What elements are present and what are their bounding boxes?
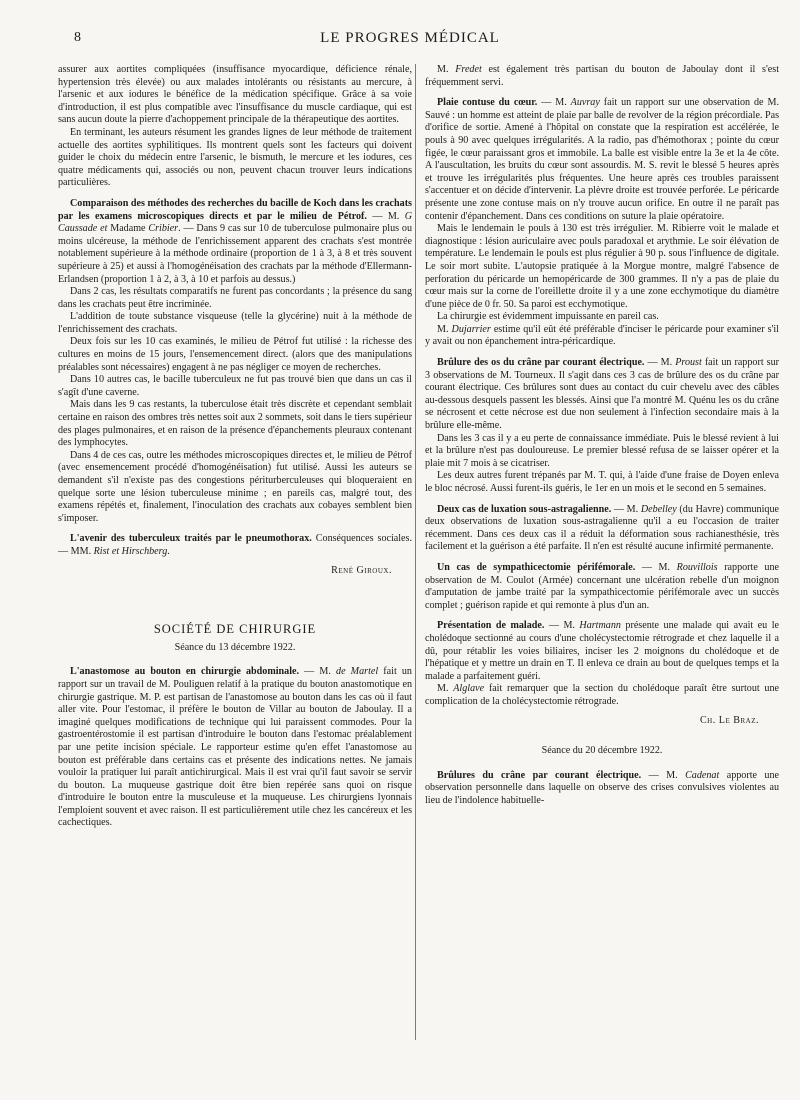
article-text: présente une malade qui avait eu le cholédoque sectionné au cours d'une cholécystectomie rétrograde et chez laquelle il a dû, pour rétablir les voies biliaires, inciser les 2 moignons du cholédoque et de l'hépatique et y mettre un drain en T. Il enleva ce drain au bout de quelques temps et la malade a parfaitement guéri.	[425, 620, 779, 682]
dash-text: — M.	[644, 357, 676, 369]
article-title: Comparaison des méthodes des recherches du bacille de Koch dans les crachats par les examens microscopiques directs et par le milieu de Pétrof.	[58, 197, 412, 222]
text-span: M.	[437, 323, 452, 335]
article-title: Présentation de malade.	[437, 620, 545, 632]
article-title: Brûlure des os du crâne par courant électrique.	[437, 357, 645, 369]
article-title: L'avenir des tuberculeux traités par le pneumothorax.	[70, 533, 312, 545]
article-title: L'anastomose au bouton en chirurgie abdominale.	[70, 666, 299, 678]
paragraph	[425, 64, 779, 89]
paragraph: Dans 10 autres cas, le bacille tuberculeux ne fut pas trouvé bien que dans un cas il s'agît d'une caverne.	[58, 374, 412, 398]
article-caussade	[58, 198, 412, 286]
page-header	[60, 30, 760, 52]
text-span: fait remarquer que la section du cholédoque paraît être surtout une complication de la cholécystectomie rétrograde.	[425, 683, 779, 707]
article-text: apporte une observation personnelle dans laquelle on observe des crises convulsives violentes au lieu de l'indolence habituelle-	[425, 769, 779, 806]
article-martel	[58, 666, 412, 830]
author-name: Cribier	[148, 223, 179, 235]
dash-text: — M.	[537, 97, 571, 109]
article-title: Deux cas de luxation sous-astragalienne.	[437, 503, 612, 515]
paragraph	[425, 324, 779, 349]
author-name: Hartmann	[579, 620, 621, 632]
author-name: Debelley	[640, 503, 677, 515]
author-name: Dujarrier	[451, 323, 491, 335]
author-name: Proust	[675, 357, 702, 369]
article-title: Un cas de sympathicectomie périfémorale.	[437, 561, 636, 573]
author-name: Alglave	[453, 683, 485, 695]
paragraph: Deux fois sur les 10 cas examinés, le milieu de Pétrof fut utilisé : la richesse des cultures en moins de 15 jours, l'ensemencement direct. (alors que des manipulations préalables sont nécessaires) engagent à ne pas négliger ce moyen de recherches.	[58, 336, 412, 373]
left-column	[58, 64, 412, 1060]
author-name: Fredet	[455, 64, 482, 75]
article-debelley	[425, 504, 779, 554]
text-span: estime qu'il eût été préférable d'inciser le péricarde pour examiner s'il y avait ou non épanchement intra-péricardique.	[425, 323, 779, 348]
article-rouvillois	[425, 562, 779, 612]
signature: Ch. Le Braz.	[699, 714, 759, 726]
article-title: Brûlures du crâne par courant électrique.	[437, 769, 642, 781]
page-number: 8	[74, 30, 81, 45]
dash-text: — M.	[299, 666, 337, 678]
article-text: fait un rapport sur une observation de M. Sauvé : un homme est atteint de plaie par balle de revolver de la région précordiale. Pas d'orifice de sortie. Amené à l'hôpital on constate que la respiration est accélérée, le pouls à 90 avec quelques irrégularités. A la radio, pas d'hémothorax ; pointe du cœur figée, le cœur paraissant gros et immobile. La balle est visible entre la 3e et la 4e côte. A l'auscultation, les bruits du cœur sont assourdis. M. S. revit le blessé 5 heures après et trouve les irrégularités plus fréquentes. Une heure après ces troubles paraissent s'accentuer et on décide d'intervenir. La plèvre droite est trouvée perforée. Le péricarde présente une zone contuse mais on n'y trouve aucun orifice. En outre il ne paraît pas contenir d'épanchement. Dans ces conditions on suture la plaie opératoire.	[425, 97, 779, 222]
paragraph: L'addition de toute substance visqueuse (telle la glycérine) nuit à la méthode de l'enrichissement des crachats.	[58, 311, 412, 335]
article-title: Plaie contuse du cœur.	[437, 97, 538, 109]
text-span: M.	[437, 683, 454, 695]
article-text: fait un rapport sur un travail de M. Pouliguen relatif à la pratique du bouton anastomotique en chirurgie gastrique. M. P. est partisan de l'anastomose au bouton dans les cas où il faut aller vite. Pour l'estomac, il préfère le bouton de Villar au bouton de Jaboulay. Il a imaginé quelques modifications de technique qui lui paraissent commodes. Pour la gastroentérostomie il est partisan d'introduire le bouton dans l'estomac préalablement par une petite incision spéciale. Le rapporteur estime qu'en effet l'anastomose au bouton est préférable dans certains cas et présente des indications nettes. Ne jamais vouloir la pratiquer lui paraît antichirurgical. Mais il est vrai qu'il faut savoir se servir du bouton. La muqueuse gastrique doit être bien repérée sans quoi on risque d'introduire le bouton entre la musculeuse et la muqueuse. Les chirurgiens lyonnais l'emploient souvent et avec raison. Il est particulièrement utile chez les cancéreux et les cachectiques.	[58, 666, 412, 829]
paragraph	[425, 683, 779, 708]
society-title: SOCIÉTÉ DE CHIRURGIE	[153, 622, 317, 637]
author-name: Rist et Hirschberg	[93, 545, 168, 557]
dash-text: — M.	[366, 210, 405, 222]
session-date: Séance du 13 décembre 1922.	[174, 641, 296, 653]
paragraph: Mais dans les 9 cas restants, la tuberculose était très discrète et cependant semblait certaine en raison des ombres très nettes soit aux 2 sommets, soit dans le tiers supérieur des plages pulmonaires, et en raison de la présence d'épanchements pleuraux contenant des lymphocytes.	[58, 399, 412, 449]
paragraph: Dans les 3 cas il y a eu perte de connaissance immédiate. Puis le blessé revient à lui et la brûlure n'est pas douloureuse. Le premier blessé refusa de se laisser opérer et la plaie mit 7 mois à se cicatriser.	[425, 432, 779, 469]
text-span: .	[167, 545, 170, 557]
paragraph: La chirurgie est évidemment impuissante en pareil cas.	[437, 311, 659, 323]
article-auvray	[425, 97, 779, 223]
article-cadenat	[425, 770, 779, 808]
session-date: Séance du 20 décembre 1922.	[541, 745, 663, 757]
dash-text: — M.	[635, 561, 677, 573]
journal-title: LE PROGRES MÉDICAL	[320, 30, 500, 46]
paragraph: Dans 2 cas, les résultats comparatifs ne furent pas concordants ; la présence du sang dans les crachats peut être incriminée.	[58, 286, 412, 310]
text-span: Madame	[107, 223, 149, 235]
author-name: Cadenat	[685, 769, 720, 781]
article-hartmann	[425, 620, 779, 683]
paragraph: Les deux autres furent trépanés par M. T. qui, à l'aide d'une fraise de Doyen enleva le bloc nécrosé. Aussi furent-ils guéris, le 1er en un mois et le second en 5 semaines.	[425, 470, 779, 494]
author-name: G Caussade et	[58, 210, 412, 235]
column-divider	[415, 64, 416, 1040]
dash-text: — M.	[544, 620, 580, 632]
right-column	[425, 64, 779, 1060]
dash-text: — M.	[611, 503, 641, 515]
article-text: Conséquences sociales. — MM.	[58, 533, 412, 557]
signature: René Giroux.	[331, 564, 392, 576]
author-name: Auvray	[570, 97, 600, 109]
text-span: M.	[437, 64, 456, 75]
article-text: fait un rapport sur 3 observations de M. Tourneux. Il s'agit dans ces 3 cas de brûlure des os du crâne par courant électrique. Ces brûlures sont dues au contact du cuir chevelu avec des câbles au-dessous desquels passent les blessés. Ainsi que l'a montré M. Quénu les os du crâne se nécrosent et cette nécrose est due non seulement à l'infection secondaire mais à la brûlure elle-même.	[425, 357, 779, 432]
paragraph: Dans 4 de ces cas, outre les méthodes microscopiques directes et, le milieu de Pétrof (avec ensemencement procédé d'homogénéisation) fut utilisé. Aussi les auteurs se demandent s'il n'existe pas des congestions périturberculeuses qui bloqueraient en quelque sorte une lésion tuberculeuse minime ; en pareils cas, malgré tout, des examens répétés et, finalement, l'inoculation des crachats aux cobayes semblent bien s'imposer.	[58, 449, 412, 524]
article-rist	[58, 533, 412, 558]
paragraph: assurer aux aortites compliquées (insuffisance myocardique, déficience rénale, hypertension très élevée) ou aux malades intolérants ou résistants au mercure, à l'arsenic et aux iodures le bénéfice de la médication spécifique. Grâce à sa voie d'introduction, il est plus compatible avec l'insuffisance du muscle cardiaque, qui est sans aucun doute la pierre d'achoppement principale de la thérapeutique des aortites.	[58, 64, 412, 126]
article-text: rapporte une observation de M. Coulot (Armée) concernant une ulcération rebelle d'un moignon d'amputation de jambe traité par la sympathicectomie périfémorale avec un succès complet ; guérison rapide et qui remonte à plus d'un an.	[425, 561, 779, 611]
paragraph: En terminant, les auteurs résument les grandes lignes de leur méthode de traitement actuelle des aortites syphilitiques. Ils montrent quels sont les facteurs qui doivent guider le choix du médecin entre l'arsenic, le bismuth, le mercure et les iodures, ces quatre médicaments qui, associés ou non, peuvent chacun trouver leurs indications particulières.	[58, 126, 412, 189]
paragraph: Mais le lendemain le pouls à 130 est très irrégulier. M. Ribierre voit le malade et diagnostique : lésion auriculaire avec pouls paradoxal et arythmie. Le soir élévation de température. Le lendemain le pouls est plus régulier à 90 p. sous l'influence de digitale. Le soir mort subite. L'autopsie pratiquée à la Morgue montre, malgré l'absence de perforation du péricarde un hemopéricarde de 300 grammes. Il n'y a pas de plaie du cœur mais sur la corne de l'oreillette droite il y a une zone ecchymotique du diamètre d'une pièce de 0 fr. 50. Sa paroi est ecchymotique.	[425, 223, 779, 310]
article-text: . — Dans 9 cas sur 10 de tuberculose pulmonaire plus ou moins ulcéreuse, la méthode de l'enrichissement apparent des crachats s'est montrée notablement supérieure à la méthode ordinaire (proportion de 1 à 3, à 8 et très souvent supérieure à 25) et aussi à l'homogénéisation des crachats par la méthode d'Ellermann-Erlandsen (proportion 1 à 2, à 3, à 10 et parfois au dessus.)	[58, 223, 412, 285]
article-proust	[425, 357, 779, 433]
author-name: de Martel	[336, 666, 379, 678]
text-span: est également très partisan du bouton de Jaboulay dont il s'est fréquemment servi.	[425, 64, 779, 88]
dash-text: — M.	[641, 769, 686, 781]
article-text: (du Havre) communique deux observations de luxation sous-astragalienne qu'il a eu l'occasion de traiter récemment. Dans ces deux cas il a réduit la déformation sous rachianesthésie, très facilement et la guérison a été parfaite. Il n'en est résulté aucune infirmité permanente.	[425, 503, 779, 553]
author-name: Rouvillois	[676, 561, 718, 573]
